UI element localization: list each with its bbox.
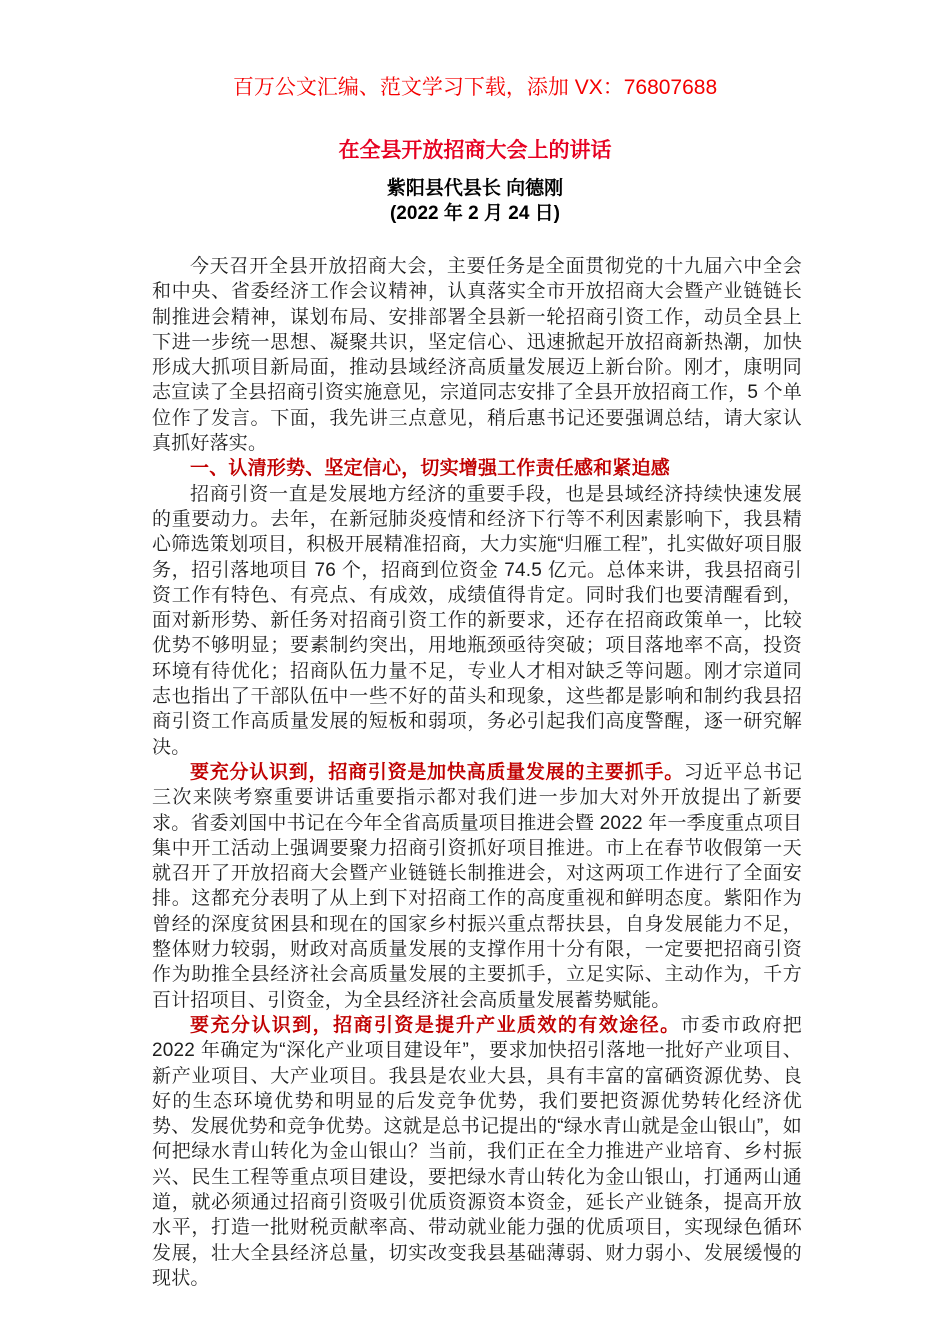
promo-header: 百万公文汇编、范文学习下载，添加 VX：76807688	[232, 76, 718, 99]
page-title: 在全县开放招商大会上的讲话	[338, 139, 612, 162]
paragraph-text: 市委市政府把 2022 年确定为“深化产业项目建设年”，要求加快招引落地一批好产业项目、新产业项目、大产业项目。我县是农业大县，具有丰富的富硒资源优势、良好的生态环境优势和明显的后发竞争优势，我们要把资源优势转化经济优势、发展优势和竞争优势。这就是总书记提出的“绿水青山就是金山银山”，如何把绿水青山转化为金山银山？当前，我们正在全力推进产业培育、乡村振兴、民生工程等重点项目建设，要把绿水青山转化为金山银山，打通两山通道，就必须通过招商引资吸引优质资源资本资金，延长产业链条，提高开放水平，打造一批财税贡献率高、带动就业能力强的优质项目，实现绿色循环发展，壮大全县经济总量，切实改变我县基础薄弱、财力弱小、发展缓慢的现状。	[152, 1014, 802, 1289]
paragraph-text: 今天召开全县开放招商大会，主要任务是全面贯彻党的十九届六中全会和中央、省委经济工作会议精神，认真落实全市开放招商大会暨产业链链长制推进会精神，谋划布局、安排部署全县新一轮招商引资工作，动员全县上下进一步统一思想、凝聚共识，坚定信心、迅速掀起开放招商新热潮，加快形成大抓项目新局面，推动县域经济高质量发展迈上新台阶。刚才，康明同志宣读了全县招商引资实施意见，宗道同志安排了全县开放招商工作，5 个单位作了发言。下面，我先讲三点意见，稍后惠书记还要强调总结，请大家认真抓好落实。	[152, 256, 802, 455]
date-line: (2022 年 2 月 24 日)	[389, 203, 561, 224]
section-heading: 一、认清形势、坚定信心，切实增强工作责任感和紧迫感	[190, 458, 671, 480]
paragraph	[152, 760, 802, 1013]
paragraph-text: 招商引资一直是发展地方经济的重要手段，也是县域经济持续快速发展的重要动力。去年，在新冠肺炎疫情和经济下行等不利因素影响下，我县精心筛选策划项目，积极开展精准招商，大力实施“归雁工程”，扎实做好项目服务，招引落地项目 76 个，招商到位资金 74.5 亿元。总体来讲，我县招商引资工作有特色、有亮点、有成效，成绩值得肯定。同时我们也要清醒看到，面对新形势、新任务对招商引资工作的新要求，还存在招商政策单一，比较优势不够明显；要素制约突出，用地瓶颈亟待突破；项目落地率不高，投资环境有待优化；招商队伍力量不足，专业人才相对缺乏等问题。刚才宗道同志也指出了干部队伍中一些不好的苗头和现象，这些都是影响和制约我县招商引资工作高质量发展的短板和弱项，务必引起我们高度警醒，逐一研究解决。	[152, 483, 802, 758]
document-body	[152, 254, 802, 1291]
paragraph	[152, 482, 802, 760]
paragraph	[152, 1013, 802, 1291]
paragraph-lead: 要充分认识到，招商引资是提升产业质效的有效途径。	[190, 1014, 681, 1036]
paragraph-lead: 要充分认识到，招商引资是加快高质量发展的主要抓手。	[190, 761, 684, 783]
paragraph	[152, 254, 802, 456]
author-line: 紫阳县代县长 向德刚	[386, 178, 564, 199]
paragraph-text: 习近平总书记三次来陕考察重要讲话重要指示都对我们进一步加大对外开放提出了新要求。省委刘国中书记在今年全省高质量项目推进会暨 2022 年一季度重点项目集中开工活动上强调要聚力招商引资抓好项目推进。市上在春节收假第一天就召开了开放招商大会暨产业链链长制推进会，对这两项工作进行了全面安排。这都充分表明了从上到下对招商工作的高度重视和鲜明态度。紫阳作为曾经的深度贫困县和现在的国家乡村振兴重点帮扶县，自身发展能力不足，整体财力较弱，财政对高质量发展的支撑作用十分有限，一定要把招商引资作为助推全县经济社会高质量发展的主要抓手，立足实际、主动作为，千方百计招项目、引资金，为全县经济社会高质量发展蓄势赋能。	[152, 761, 802, 1011]
